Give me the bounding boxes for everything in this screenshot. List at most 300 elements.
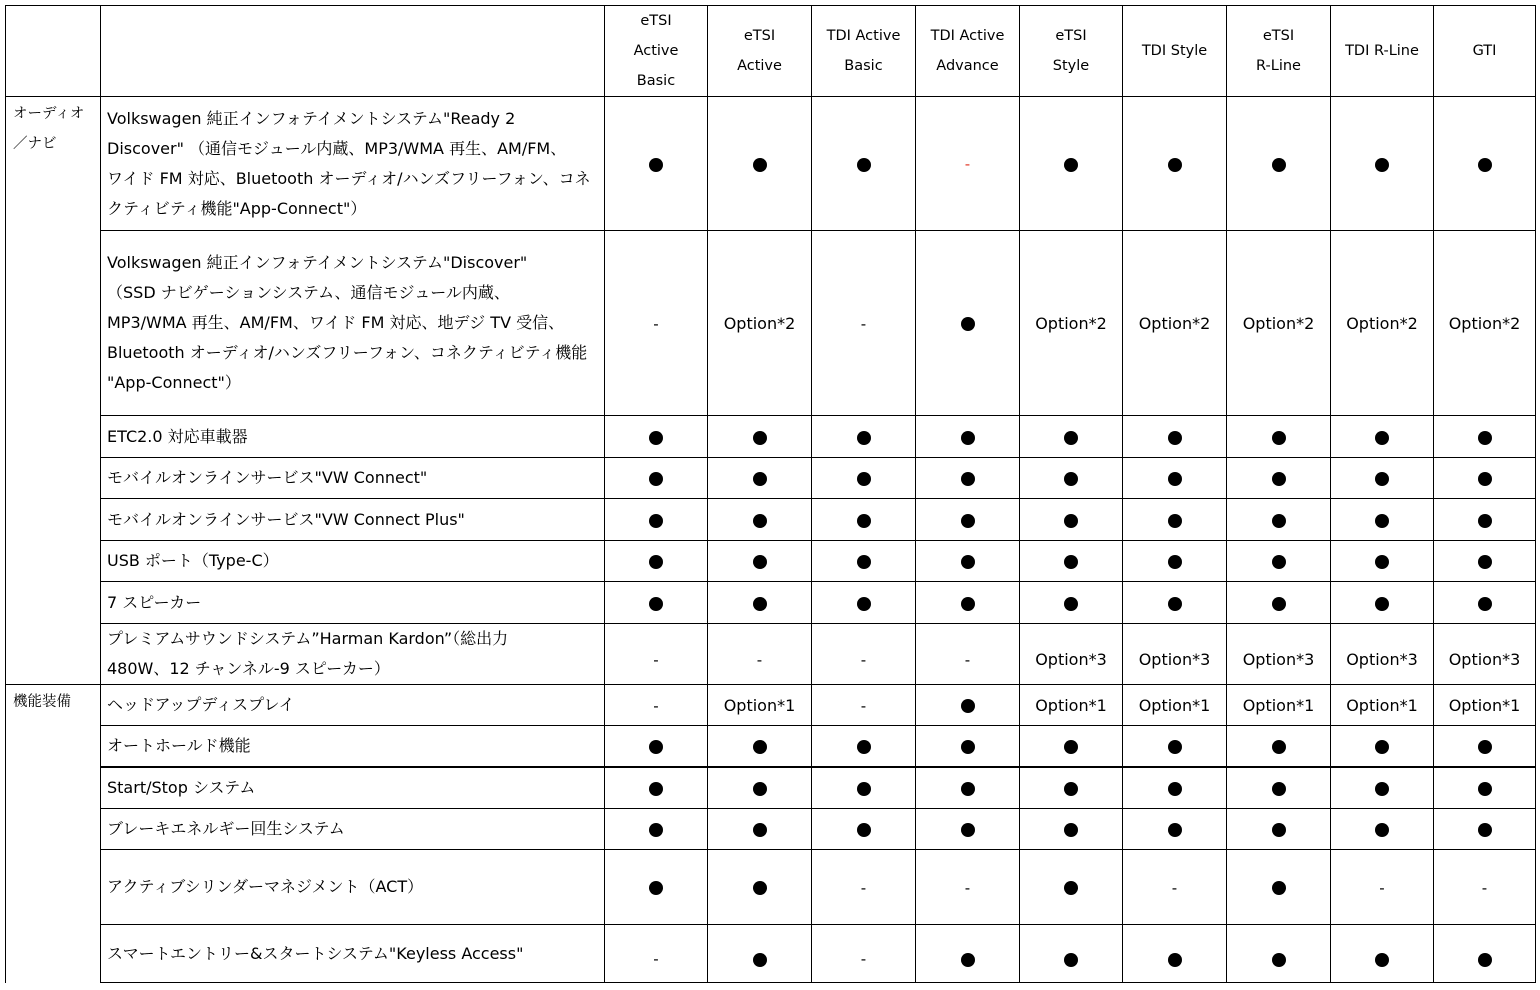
table-row (6, 231, 1536, 416)
value-cell-standard (1020, 582, 1123, 624)
value-cell-unavailable (812, 850, 916, 925)
value-cell-standard (605, 809, 708, 850)
standard-dot-icon (1168, 555, 1182, 569)
value-cell-standard (1020, 499, 1123, 541)
standard-dot-icon (961, 317, 975, 331)
standard-dot-icon (753, 953, 767, 967)
value-cell-option (708, 231, 812, 416)
value-cell-option (1227, 624, 1331, 685)
standard-dot-icon (961, 953, 975, 967)
feature-cell (101, 97, 605, 231)
standard-dot-icon (1375, 555, 1389, 569)
feature-label: アクティブシリンダーマネジメント（ACT） (107, 877, 424, 896)
column-header-tdi-active-advance (916, 6, 1020, 97)
column-header-etsi-style (1020, 6, 1123, 97)
value-cell-standard (1020, 416, 1123, 458)
value-cell-standard (605, 499, 708, 541)
feature-label: ETC2.0 対応車載器 (107, 426, 248, 446)
value-cell-standard (1227, 850, 1331, 925)
value-cell-standard (708, 726, 812, 767)
value-cell-standard (708, 809, 812, 850)
equipment-table (5, 5, 1536, 983)
standard-dot-icon (753, 782, 767, 796)
value-cell-standard (708, 541, 812, 582)
value-cell-unavailable (916, 850, 1020, 925)
standard-dot-icon (1168, 158, 1182, 172)
value-cell-standard (812, 726, 916, 767)
standard-dot-icon (753, 881, 767, 895)
column-header-label: GTI (1472, 43, 1497, 59)
value-cell-standard (1331, 925, 1434, 983)
column-header-label: TDI R-Line (1345, 43, 1419, 59)
standard-dot-icon (1064, 740, 1078, 754)
table-row (6, 499, 1536, 541)
standard-dot-icon (1478, 431, 1492, 445)
option-label: Option*2 (723, 313, 796, 333)
standard-dot-icon (1064, 431, 1078, 445)
feature-cell (101, 231, 605, 416)
table-row (6, 850, 1536, 925)
standard-dot-icon (753, 158, 767, 172)
standard-dot-icon (1272, 881, 1286, 895)
standard-dot-icon (1168, 431, 1182, 445)
value-cell-standard (1227, 767, 1331, 809)
standard-dot-icon (1272, 555, 1286, 569)
unavailable-dash: - (860, 650, 867, 669)
value-cell-standard (605, 541, 708, 582)
value-cell-standard (916, 809, 1020, 850)
standard-dot-icon (857, 597, 871, 611)
unavailable-dash: - (860, 878, 867, 897)
value-cell-standard (1331, 97, 1434, 231)
standard-dot-icon (1168, 953, 1182, 967)
feature-label: Volkswagen 純正インフォテイメントシステム"Discover" （SSD ナビゲーションシステム、通信モジュール内蔵、 MP3/WMA 再生、AM/FM、ワイド FM 対応、地デジ TV 受信、 Bluetooth オーディオ/ハンズフリーフォン、コネクティビティ機能 "App-Connect"） (107, 253, 588, 392)
unavailable-dash: - (653, 650, 659, 669)
feature-label: Start/Stop システム (107, 777, 256, 797)
standard-dot-icon (1064, 823, 1078, 837)
value-cell-standard (1123, 97, 1227, 231)
feature-label: ブレーキエネルギー回生システム (107, 819, 345, 838)
unavailable-dash: - (964, 155, 971, 173)
value-cell-standard (1331, 726, 1434, 767)
feature-cell (101, 925, 605, 983)
value-cell-standard (1020, 97, 1123, 231)
standard-dot-icon (1272, 823, 1286, 837)
value-cell-standard (812, 458, 916, 499)
feature-label: Volkswagen 純正インフォテイメントシステム"Ready 2 Discover" （通信モジュール内蔵、MP3/WMA 再生、AM/FM、 ワイド FM 対応、Bluetooth オーディオ/ハンズフリーフォン、コネ クティビティ機能"App-Connect"） (107, 108, 591, 218)
value-cell-unavailable (605, 925, 708, 983)
standard-dot-icon (1478, 823, 1492, 837)
value-cell-option (1331, 231, 1434, 416)
column-header-label: TDI Style (1141, 43, 1208, 59)
header-row (6, 6, 1536, 97)
value-cell-standard (708, 767, 812, 809)
standard-dot-icon (1478, 158, 1492, 172)
category-label: オーディオ ／ナビ (13, 106, 85, 152)
feature-cell (101, 850, 605, 925)
value-cell-standard (1331, 416, 1434, 458)
column-header-tdi-r-line (1331, 6, 1434, 97)
value-cell-standard (605, 582, 708, 624)
feature-label: USB ポート（Type-C） (107, 551, 279, 570)
standard-dot-icon (1272, 740, 1286, 754)
unavailable-dash: - (1171, 878, 1178, 897)
standard-dot-icon (753, 740, 767, 754)
value-cell-standard (916, 458, 1020, 499)
feature-label: モバイルオンラインサービス"VW Connect" (107, 468, 428, 487)
standard-dot-icon (1478, 782, 1492, 796)
standard-dot-icon (1168, 472, 1182, 486)
value-cell-standard (812, 416, 916, 458)
value-cell-option (1434, 685, 1536, 726)
standard-dot-icon (961, 472, 975, 486)
value-cell-standard (708, 499, 812, 541)
value-cell-standard (1020, 458, 1123, 499)
unavailable-dash: - (964, 878, 971, 897)
value-cell-standard (1020, 726, 1123, 767)
standard-dot-icon (1375, 597, 1389, 611)
value-cell-standard (1227, 582, 1331, 624)
standard-dot-icon (1375, 823, 1389, 837)
table-row (6, 458, 1536, 499)
standard-dot-icon (1375, 782, 1389, 796)
standard-dot-icon (857, 472, 871, 486)
option-label: Option*3 (1035, 649, 1107, 669)
unavailable-dash: - (653, 696, 659, 715)
value-cell-unavailable (708, 624, 812, 685)
standard-dot-icon (1478, 953, 1492, 967)
standard-dot-icon (961, 823, 975, 837)
standard-dot-icon (1168, 514, 1182, 528)
standard-dot-icon (753, 514, 767, 528)
table-row (6, 925, 1536, 983)
unavailable-dash: - (1379, 878, 1385, 897)
option-label: Option*1 (1448, 695, 1521, 715)
option-label: Option*1 (1035, 695, 1107, 715)
standard-dot-icon (1168, 782, 1182, 796)
value-cell-option (1434, 624, 1536, 685)
value-cell-standard (708, 582, 812, 624)
table-row (6, 541, 1536, 582)
value-cell-standard (708, 416, 812, 458)
value-cell-standard (812, 582, 916, 624)
standard-dot-icon (961, 597, 975, 611)
standard-dot-icon (1478, 472, 1492, 486)
column-header-etsi-active-basic (605, 6, 708, 97)
value-cell-standard (1434, 809, 1536, 850)
option-label: Option*3 (1138, 649, 1211, 669)
column-header-etsi-active (708, 6, 812, 97)
standard-dot-icon (1375, 740, 1389, 754)
value-cell-standard (916, 582, 1020, 624)
standard-dot-icon (649, 514, 663, 528)
value-cell-standard (1123, 541, 1227, 582)
table-row (6, 416, 1536, 458)
standard-dot-icon (753, 431, 767, 445)
option-label: Option*2 (1138, 313, 1211, 333)
value-cell-standard (1020, 925, 1123, 983)
column-header-label: eTSI Style (1052, 28, 1090, 74)
option-label: Option*3 (1242, 649, 1315, 669)
feature-cell (101, 726, 605, 767)
value-cell-standard (916, 767, 1020, 809)
standard-dot-icon (1272, 431, 1286, 445)
value-cell-unavailable (605, 231, 708, 416)
value-cell-standard (812, 541, 916, 582)
value-cell-standard (708, 850, 812, 925)
standard-dot-icon (1375, 953, 1389, 967)
option-label: Option*1 (1346, 695, 1418, 715)
value-cell-standard (1331, 767, 1434, 809)
standard-dot-icon (1064, 782, 1078, 796)
value-cell-option (1020, 685, 1123, 726)
value-cell-standard (812, 767, 916, 809)
feature-cell (101, 416, 605, 458)
standard-dot-icon (961, 514, 975, 528)
value-cell-standard (916, 499, 1020, 541)
value-cell-standard (1227, 726, 1331, 767)
value-cell-standard (812, 97, 916, 231)
value-cell-standard (605, 726, 708, 767)
option-label: Option*1 (723, 695, 796, 715)
value-cell-standard (916, 925, 1020, 983)
value-cell-option (1123, 231, 1227, 416)
table-row (6, 624, 1536, 685)
column-header-label: eTSI Active Basic (633, 13, 679, 89)
value-cell-standard (1227, 416, 1331, 458)
value-cell-option (1020, 624, 1123, 685)
value-cell-standard (1331, 582, 1434, 624)
value-cell-standard (916, 416, 1020, 458)
standard-dot-icon (649, 782, 663, 796)
standard-dot-icon (1375, 158, 1389, 172)
standard-dot-icon (1064, 158, 1078, 172)
standard-dot-icon (1478, 597, 1492, 611)
standard-dot-icon (1478, 555, 1492, 569)
feature-cell (101, 624, 605, 685)
feature-label: オートホールド機能 (107, 735, 251, 755)
value-cell-standard (605, 767, 708, 809)
value-cell-standard (1227, 809, 1331, 850)
column-header-etsi-r-line (1227, 6, 1331, 97)
table-row (6, 767, 1536, 809)
unavailable-dash: - (756, 650, 763, 669)
value-cell-unavailable (605, 685, 708, 726)
option-label: Option*1 (1242, 695, 1315, 715)
standard-dot-icon (1064, 514, 1078, 528)
standard-dot-icon (1168, 740, 1182, 754)
value-cell-standard (1331, 809, 1434, 850)
column-header-label: eTSI Active (737, 28, 782, 74)
standard-dot-icon (1272, 597, 1286, 611)
category-audio-navi (6, 97, 101, 685)
value-cell-standard (1434, 458, 1536, 499)
value-cell-standard (812, 499, 916, 541)
value-cell-option (708, 685, 812, 726)
standard-dot-icon (649, 472, 663, 486)
value-cell-unavailable (812, 624, 916, 685)
value-cell-option (1123, 685, 1227, 726)
standard-dot-icon (1375, 431, 1389, 445)
value-cell-standard (1331, 499, 1434, 541)
value-cell-standard (1434, 925, 1536, 983)
value-cell-standard (916, 685, 1020, 726)
value-cell-option (1227, 231, 1331, 416)
feature-label: プレミアムサウンドシステム”Harman Kardon”（総出力 480W、12 チャンネル-9 スピーカー） (107, 629, 509, 678)
value-cell-standard (1227, 541, 1331, 582)
value-cell-standard (1020, 541, 1123, 582)
feature-cell (101, 685, 605, 726)
standard-dot-icon (649, 881, 663, 895)
value-cell-option (1331, 685, 1434, 726)
standard-dot-icon (753, 472, 767, 486)
value-cell-standard (1227, 97, 1331, 231)
feature-cell (101, 541, 605, 582)
standard-dot-icon (1168, 823, 1182, 837)
standard-dot-icon (753, 823, 767, 837)
value-cell-standard (1434, 97, 1536, 231)
unavailable-dash: - (964, 650, 971, 669)
column-header-label: TDI Active Advance (930, 28, 1005, 74)
standard-dot-icon (1272, 782, 1286, 796)
feature-cell (101, 499, 605, 541)
table-row (6, 685, 1536, 726)
column-header-tdi-active-basic (812, 6, 916, 97)
column-header-gti (1434, 6, 1536, 97)
table-row (6, 726, 1536, 767)
standard-dot-icon (649, 555, 663, 569)
standard-dot-icon (1064, 953, 1078, 967)
value-cell-standard (605, 97, 708, 231)
standard-dot-icon (857, 431, 871, 445)
value-cell-standard (1227, 499, 1331, 541)
unavailable-dash: - (653, 314, 659, 333)
standard-dot-icon (857, 823, 871, 837)
standard-dot-icon (857, 740, 871, 754)
standard-dot-icon (753, 555, 767, 569)
standard-dot-icon (1478, 514, 1492, 528)
value-cell-unavailable (812, 231, 916, 416)
table-row (6, 97, 1536, 231)
standard-dot-icon (1168, 597, 1182, 611)
column-header-tdi-style (1123, 6, 1227, 97)
standard-dot-icon (961, 782, 975, 796)
value-cell-standard (1123, 809, 1227, 850)
value-cell-standard (1434, 767, 1536, 809)
value-cell-option (1123, 624, 1227, 685)
standard-dot-icon (649, 823, 663, 837)
feature-label: 7 スピーカー (107, 592, 202, 612)
option-label: Option*2 (1242, 313, 1315, 333)
value-cell-standard (916, 231, 1020, 416)
value-cell-standard (1434, 726, 1536, 767)
standard-dot-icon (1375, 514, 1389, 528)
standard-dot-icon (857, 555, 871, 569)
unavailable-dash: - (1481, 878, 1488, 897)
value-cell-standard (1434, 499, 1536, 541)
value-cell-standard (605, 458, 708, 499)
value-cell-unavailable (1123, 850, 1227, 925)
value-cell-standard (605, 416, 708, 458)
option-label: Option*2 (1346, 313, 1418, 333)
standard-dot-icon (961, 740, 975, 754)
value-cell-unavailable (812, 685, 916, 726)
standard-dot-icon (753, 597, 767, 611)
value-cell-standard (1123, 726, 1227, 767)
value-cell-option (1331, 624, 1434, 685)
value-cell-option (1020, 231, 1123, 416)
standard-dot-icon (649, 740, 663, 754)
header-feature-blank (101, 6, 605, 97)
standard-dot-icon (649, 597, 663, 611)
value-cell-standard (1434, 541, 1536, 582)
value-cell-standard (708, 458, 812, 499)
column-header-label: eTSI R-Line (1256, 28, 1301, 74)
feature-cell (101, 767, 605, 809)
option-label: Option*2 (1035, 313, 1107, 333)
value-cell-unavailable (916, 97, 1020, 231)
value-cell-unavailable (812, 925, 916, 983)
feature-cell (101, 458, 605, 499)
unavailable-dash: - (860, 950, 867, 968)
feature-label: モバイルオンラインサービス"VW Connect Plus" (107, 509, 465, 529)
value-cell-standard (1123, 767, 1227, 809)
category-label: 機能装備 (13, 694, 71, 710)
value-cell-standard (916, 541, 1020, 582)
standard-dot-icon (857, 514, 871, 528)
table-row (6, 809, 1536, 850)
value-cell-standard (1331, 541, 1434, 582)
standard-dot-icon (1272, 514, 1286, 528)
standard-dot-icon (649, 158, 663, 172)
value-cell-standard (708, 925, 812, 983)
value-cell-option (1227, 685, 1331, 726)
unavailable-dash: - (860, 696, 867, 715)
value-cell-standard (916, 726, 1020, 767)
option-label: Option*3 (1346, 649, 1418, 669)
value-cell-standard (1123, 582, 1227, 624)
category-function (6, 685, 101, 983)
value-cell-standard (1331, 458, 1434, 499)
feature-label: ヘッドアップディスプレイ (107, 695, 295, 714)
value-cell-standard (1020, 767, 1123, 809)
value-cell-standard (1123, 458, 1227, 499)
standard-dot-icon (1064, 472, 1078, 486)
value-cell-option (1434, 231, 1536, 416)
column-header-label: TDI Active Basic (826, 28, 901, 74)
value-cell-standard (812, 809, 916, 850)
value-cell-standard (1123, 925, 1227, 983)
standard-dot-icon (1272, 472, 1286, 486)
feature-cell (101, 582, 605, 624)
option-label: Option*2 (1448, 313, 1521, 333)
standard-dot-icon (961, 555, 975, 569)
standard-dot-icon (1064, 597, 1078, 611)
value-cell-standard (1227, 925, 1331, 983)
value-cell-standard (708, 97, 812, 231)
value-cell-unavailable (916, 624, 1020, 685)
option-label: Option*3 (1448, 649, 1521, 669)
value-cell-unavailable (1331, 850, 1434, 925)
standard-dot-icon (961, 699, 975, 713)
option-label: Option*1 (1138, 695, 1211, 715)
value-cell-standard (1020, 809, 1123, 850)
standard-dot-icon (1478, 740, 1492, 754)
standard-dot-icon (1272, 158, 1286, 172)
value-cell-standard (1123, 499, 1227, 541)
standard-dot-icon (649, 431, 663, 445)
value-cell-standard (1434, 416, 1536, 458)
